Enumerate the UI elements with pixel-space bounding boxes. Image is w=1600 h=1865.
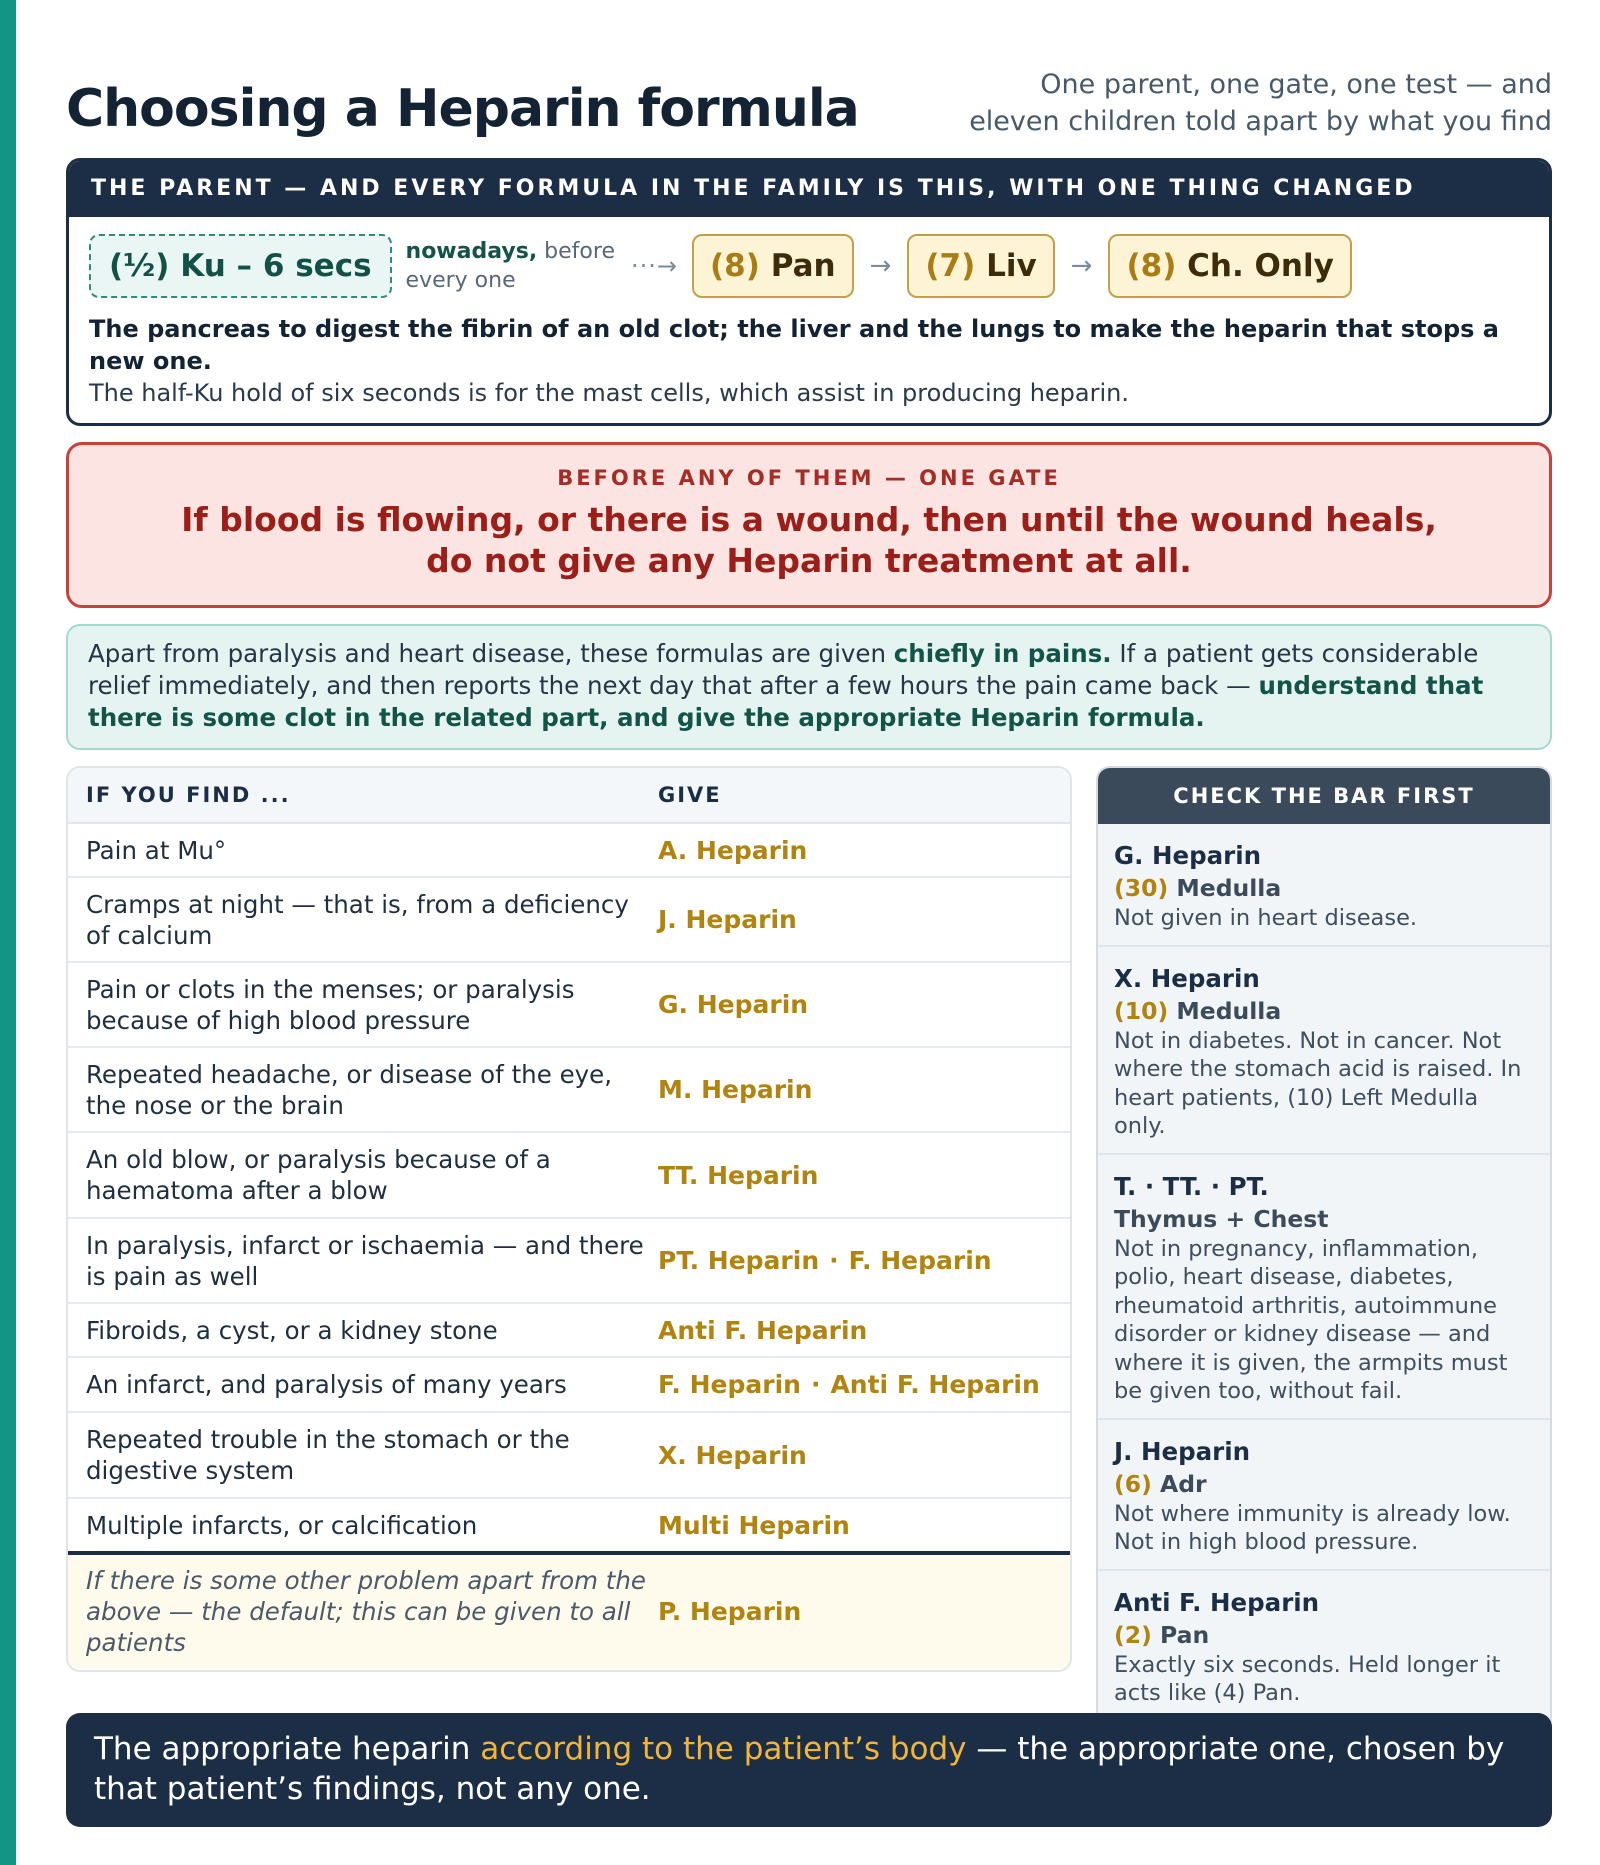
check-item [1098,1420,1550,1571]
note-rest-2: every one [405,268,516,293]
parent-card [66,158,1552,426]
arrow-right-icon: → [869,251,892,281]
formula: Anti F. Heparin [830,1370,1040,1399]
table-row [68,1499,1070,1555]
give-cell [658,989,1070,1020]
findings-table [66,766,1072,1672]
check-item-point [1114,1619,1534,1651]
check-item [1098,824,1550,947]
formula: X. Heparin [658,1440,807,1470]
gate-line-1: If blood is flowing, or there is a wound, then until the wound heals, [181,500,1437,539]
formula: Multi Heparin [658,1510,850,1540]
table-row [68,1048,1070,1133]
find-cell: An old blow, or paralysis because of a haematoma after a blow [86,1145,551,1205]
separator-dot: · [829,1246,839,1275]
formula: G. Heparin [658,990,809,1019]
formula: TT. Heparin [658,1160,819,1190]
step-chip-3 [1108,234,1351,298]
parent-bold-line: The pancreas to digest the fibrin of an old clot; the liver and the lungs to make the heparin that stops a new one. [89,315,1499,375]
check-item-text: Not given in heart disease. [1114,905,1418,931]
parent-text-line: The half-Ku hold of six seconds is for the mast cells, which assist in producing heparin. [89,379,1129,407]
page-subtitle [969,66,1552,140]
table-row [68,1304,1070,1358]
first-step-chip: (½) Ku – 6 secs [89,234,392,298]
first-step-note [406,237,615,295]
give-cell [658,1245,1070,1276]
find-cell: Repeated trouble in the stomach or the digestive system [86,1425,570,1485]
check-item-point [1114,1203,1534,1235]
table-row [68,878,1070,963]
formula-chain [89,231,1529,301]
default-give-cell: P. Heparin [658,1597,802,1626]
check-item-text: Exactly six seconds. Held longer it acts like (4) Pan. [1114,1651,1501,1706]
note-rest-1: before [537,239,615,264]
find-cell: In paralysis, infarct or ischaemia — and there is pain as well [86,1230,644,1291]
find-cell: Fibroids, a cyst, or a kidney stone [86,1315,498,1345]
table-row [68,1219,1070,1304]
separator-dot: · [810,1370,821,1399]
formula: F. Heparin [658,1370,801,1399]
col-find-header: IF YOU FIND ... [86,783,291,807]
default-find-cell: If there is some other problem apart from the above — the default; this can be given to all patients [86,1566,646,1657]
step-point: Pan [770,248,836,284]
check-bar-heading: CHECK THE BAR FIRST [1098,768,1550,824]
check-item-point [1114,995,1534,1027]
lower-section [66,766,1552,1726]
footer-summary [66,1713,1552,1827]
table-row [68,824,1070,878]
give-cell [658,1074,1070,1105]
point-name: Medulla [1168,996,1282,1025]
point-num: (30) [1114,874,1169,902]
give-cell [658,1440,1070,1471]
find-cell: Pain at Mu° [86,835,227,865]
subtitle-line-2: eleven children told apart by what you find [969,106,1552,137]
formula: A. Heparin [658,835,808,865]
page-title: Choosing a Heparin formula [66,79,859,139]
gate-line-2: do not give any Heparin treatment at all. [426,541,1192,580]
point-name: Medulla [1168,874,1282,902]
check-item-point [1114,1468,1534,1500]
note-p2: If a patient gets considerable relief immediately, and then reports the next day that after a few hours the pain came back — [88,639,1479,700]
col-give-header: GIVE [658,783,722,807]
table-row [68,1413,1070,1499]
find-cell: Repeated headache, or disease of the eye, the nose or the brain [86,1059,612,1120]
check-item-text: Not in pregnancy, inflammation, polio, heart disease, diabetes, rheumatoid arthritis, autoimmune disorder or kidney disease — and where it is given, the armpits must be given too, without fail. [1114,1235,1508,1404]
give-cell [658,904,1070,935]
step-chip-2 [907,234,1054,298]
check-item-name: J. Heparin [1114,1436,1251,1466]
find-cell: Multiple infarcts, or calcification [86,1510,478,1540]
usage-note [66,624,1552,750]
check-bar-panel [1096,766,1552,1732]
parent-heading: THE PARENT — AND EVERY FORMULA IN THE FAMILY IS THIS, WITH ONE THING CHANGED [69,161,1549,217]
give-cell [658,1510,1070,1541]
footer-highlight: according to the patient’s body [480,1731,967,1767]
formula: M. Heparin [658,1075,813,1104]
give-cell [658,835,1070,866]
give-cell [658,1315,1070,1346]
note-b1: chiefly in pains. [893,639,1112,668]
check-item-name: X. Heparin [1114,963,1260,993]
find-cell: Cramps at night — that is, from a deficiency of calcium [86,889,629,950]
footer-p2: — the appropriate one, chosen by that patient’s findings, not any one. [94,1731,1505,1807]
check-item [1098,1571,1550,1720]
point-num: (2) [1114,1620,1152,1649]
check-item-text: Not in diabetes. Not in cancer. Not where the stomach acid is raised. In heart patients, (10) Left Medulla only. [1114,1027,1522,1139]
check-item [1098,947,1550,1155]
table-row [68,963,1070,1048]
point-num: (6) [1114,1469,1152,1498]
step-point: Liv [986,248,1037,284]
find-cell: An infarct, and paralysis of many years [86,1370,567,1399]
give-cell [658,1369,1070,1400]
give-cell [658,1160,1070,1191]
check-item [1098,1155,1550,1420]
page [66,60,1552,1726]
dotted-arrow-icon: ···→ [630,252,678,280]
parent-body [69,217,1549,423]
formula: J. Heparin [658,905,797,934]
table-row [68,1133,1070,1219]
check-item-point [1114,872,1534,904]
formula: PT. Heparin [658,1246,820,1275]
accent-bar [0,0,16,1865]
gate-text [69,499,1549,581]
step-point: Ch. Only [1187,248,1334,284]
table-row [68,1358,1070,1413]
check-item-name: T. · TT. · PT. [1114,1171,1269,1201]
step-num: (8) [1126,248,1177,284]
header [66,60,1552,158]
formula: F. Heparin [848,1246,992,1275]
point-num: (10) [1114,996,1169,1025]
point-name: Pan [1151,1620,1210,1649]
step-num: (7) [925,248,976,284]
step-num: (8) [709,248,760,284]
check-item-name: G. Heparin [1114,841,1262,870]
gate-warning [66,442,1552,608]
table-header [68,768,1070,824]
point-name: Thymus + Chest [1114,1204,1329,1233]
point-name: Adr [1151,1469,1207,1498]
note-b2: understand that there is some clot in the related part, and give the appropriate Heparin formula. [88,671,1484,732]
default-row [68,1555,1070,1668]
formula: Anti F. Heparin [658,1315,868,1345]
find-cell: Pain or clots in the menses; or paralysis because of high blood pressure [86,974,575,1035]
footer-p1: The appropriate heparin [94,1731,481,1767]
note-bold: nowadays, [405,239,538,264]
note-p1: Apart from paralysis and heart disease, these formulas are given [88,639,894,668]
subtitle-line-1: One parent, one gate, one test — and [1040,69,1552,100]
gate-label: BEFORE ANY OF THEM — ONE GATE [557,466,1061,490]
arrow-right-icon: → [1070,251,1093,281]
check-item-text: Not where immunity is already low. Not in high blood pressure. [1114,1500,1511,1555]
step-chip-1 [692,234,854,298]
check-item-name: Anti F. Heparin [1114,1587,1320,1617]
